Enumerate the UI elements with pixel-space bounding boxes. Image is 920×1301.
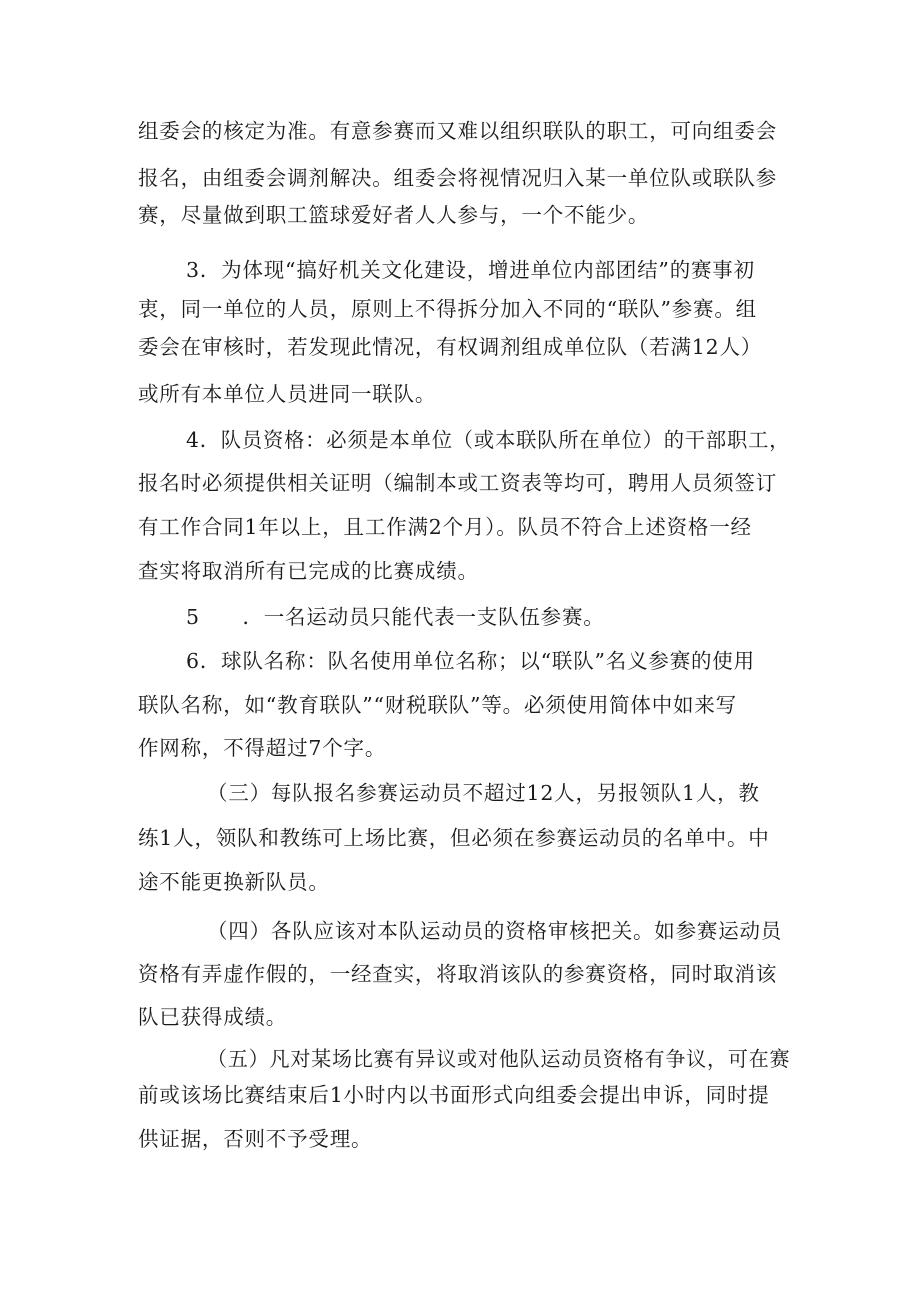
text-line: 前或该场比赛结束后1小时内以书面形式向组委会提出申诉，同时提 — [138, 1083, 770, 1107]
text-line: 5 ．一名运动员只能代表一支队伍参赛。 — [186, 605, 605, 629]
text-line: 供证据，否则不予受理。 — [138, 1127, 373, 1151]
text-line: （三）每队报名参赛运动员不超过12人，另报领队1人，教 — [207, 781, 760, 805]
text-line: 练1人，领队和教练可上场比赛，但必须在参赛运动员的名单中。中 — [138, 826, 770, 850]
text-line: 报名时必须提供相关证明（编制本或工资表等均可，聘用人员须签订 — [138, 471, 777, 495]
text-line: 资格有弄虚作假的，一经查实，将取消该队的参赛资格，同时取消该 — [138, 962, 777, 986]
text-line: 队已获得成绩。 — [138, 1005, 288, 1029]
text-line: （五）凡对某场比赛有异议或对他队运动员资格有争议，可在赛 — [207, 1047, 791, 1071]
text-line: 或所有本单位人员进同一联队。 — [138, 382, 437, 406]
text-line: 组委会的核定为准。有意参赛而又难以组织联队的职工，可向组委会 — [138, 119, 777, 143]
text-line: 委会在审核时，若发现此情况，有权调剂组成单位队（若满12人） — [138, 335, 763, 359]
text-line: （四）各队应该对本队运动员的资格审核把关。如参赛运动员 — [207, 919, 783, 943]
text-line: 途不能更换新队员。 — [138, 870, 330, 894]
text-line: 有工作合同1年以上，且工作满2个月）。队员不符合上述资格一经 — [138, 515, 752, 539]
text-line: 赛，尽量做到职工篮球爱好者人人参与，一个不能少。 — [138, 203, 650, 227]
text-line: 4．队员资格：必须是本单位（或本联队所在单位）的干部职工， — [186, 428, 791, 452]
text-line: 衷，同一单位的人员，原则上不得拆分加入不同的“联队”参赛。组 — [138, 297, 757, 321]
text-line: 查实将取消所有已完成的比赛成绩。 — [138, 559, 479, 583]
text-line: 6．球队名称：队名使用单位名称；以“联队”名义参赛的使用 — [186, 649, 755, 673]
text-line: 3．为体现“搞好机关文化建设，增进单位内部团结”的赛事初 — [186, 258, 755, 282]
text-line: 作网称，不得超过7个字。 — [138, 736, 387, 760]
text-line: 报名，由组委会调剂解决。组委会将视情况归入某一单位队或联队参 — [138, 166, 777, 190]
text-line: 联队名称，如“教育联队”“财税联队”等。必须使用简体中如来写 — [138, 693, 737, 717]
